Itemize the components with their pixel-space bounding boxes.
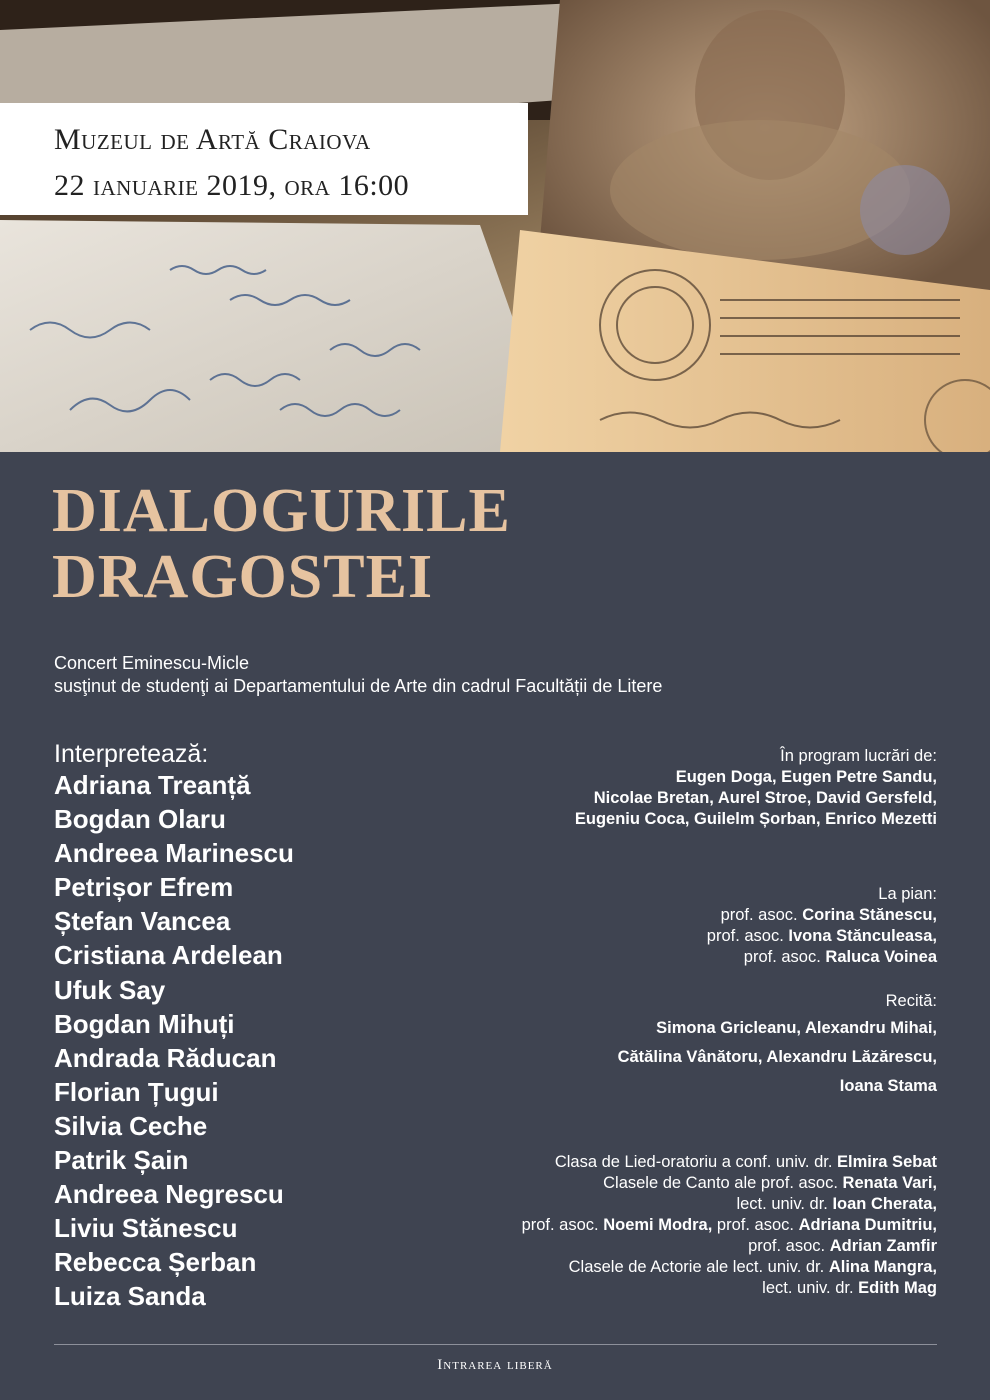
performer-name: Silvia Ceche <box>54 1110 208 1141</box>
class-text: Clasele de Actorie ale lect. univ. dr. <box>568 1258 825 1276</box>
performer-name: Andreea Negrescu <box>54 1179 284 1210</box>
performer-name: Andreea Marinescu <box>54 838 294 869</box>
venue-name: Muzeul de Artă Craiova <box>54 123 371 156</box>
performer-name: Petrișor Efrem <box>54 872 234 903</box>
program-composers-line: Eugen Doga, Eugen Petre Sandu, <box>675 768 937 786</box>
performer-name: Bogdan Mihuți <box>54 1008 235 1039</box>
piano-title: prof. asoc. <box>706 927 784 945</box>
teacher-name: Renata Vari, <box>842 1174 937 1192</box>
performer-name: Liviu Stănescu <box>54 1213 238 1244</box>
piano-section <box>417 884 937 968</box>
class-text: Clasele de Canto ale prof. asoc. <box>603 1174 838 1192</box>
performer-name: Cristiana Ardelean <box>54 940 283 971</box>
teacher-name: Edith Mag <box>858 1279 937 1297</box>
performer-name: Adriana Treanță <box>54 770 251 800</box>
performer-name: Andrada Răducan <box>54 1042 277 1073</box>
recita-label: Recită: <box>885 992 937 1010</box>
class-text: prof. asoc. <box>521 1216 599 1234</box>
performer-name: Bogdan Olaru <box>54 804 226 835</box>
event-datetime: 22 ianuarie 2019, ora 16:00 <box>54 169 410 202</box>
class-text: prof. asoc. <box>748 1237 826 1255</box>
performer-name: Florian Țugui <box>54 1076 219 1107</box>
performers-label: Interpretează: <box>54 740 209 768</box>
piano-label: La pian: <box>878 885 937 903</box>
teacher-name: Adrian Zamfir <box>829 1237 937 1255</box>
performer-name: Luiza Sanda <box>54 1281 206 1312</box>
pianist-name: Ivona Stănculeasa, <box>788 927 937 945</box>
class-text: prof. asoc. <box>716 1216 794 1234</box>
teacher-name: Elmira Sebat <box>837 1153 937 1171</box>
performer-name: Rebecca Șerban <box>54 1247 257 1278</box>
pianist-name: Raluca Voinea <box>825 948 937 966</box>
header-photo <box>0 0 990 452</box>
pianist-name: Corina Stănescu, <box>802 906 937 924</box>
subtitle-line-1: Concert Eminescu-Micle <box>54 653 250 673</box>
event-title <box>52 478 511 610</box>
teacher-name: Adriana Dumitriu, <box>798 1216 937 1234</box>
reciter-line: Ioana Stama <box>839 1077 937 1095</box>
program-composers-line: Nicolae Bretan, Aurel Stroe, David Gersfeld, <box>593 789 937 807</box>
performer-name: Patrik Șain <box>54 1145 189 1176</box>
free-entry-notice: Intrarea liberă <box>437 1357 553 1373</box>
subtitle-line-2: susţinut de studenţi ai Departamentului de Arte din cadrul Facultății de Litere <box>54 676 663 696</box>
footer-divider <box>54 1344 937 1345</box>
class-text: lect. univ. dr. <box>762 1279 854 1297</box>
performer-name: Ufuk Say <box>54 974 166 1005</box>
program-composers-line: Eugeniu Coca, Guilelm Șorban, Enrico Mezetti <box>574 810 937 828</box>
title-line-1: DIALOGURILE <box>52 477 511 545</box>
recita-section <box>417 992 937 1101</box>
teacher-name: Alina Mangra, <box>828 1258 937 1276</box>
program-label: În program lucrări de: <box>780 747 937 765</box>
venue-box <box>0 103 528 215</box>
performer-name: Ștefan Vancea <box>54 906 231 937</box>
event-subtitle <box>54 652 662 698</box>
class-text: lect. univ. dr. <box>736 1195 828 1213</box>
piano-title: prof. asoc. <box>720 906 798 924</box>
teacher-name: Ioan Cherata, <box>832 1195 937 1213</box>
teacher-name: Noemi Modra, <box>603 1216 713 1234</box>
reciter-line: Cătălina Vânătoru, Alexandru Lăzărescu, <box>617 1048 937 1066</box>
title-line-2: DRAGOSTEI <box>52 543 434 611</box>
piano-title: prof. asoc. <box>743 948 821 966</box>
class-text: Clasa de Lied-oratoriu a conf. univ. dr. <box>554 1153 833 1171</box>
reciter-line: Simona Gricleanu, Alexandru Mihai, <box>656 1019 937 1037</box>
vintage-letters-illustration <box>0 0 990 452</box>
program-section <box>417 746 937 830</box>
classes-section <box>357 1152 937 1299</box>
